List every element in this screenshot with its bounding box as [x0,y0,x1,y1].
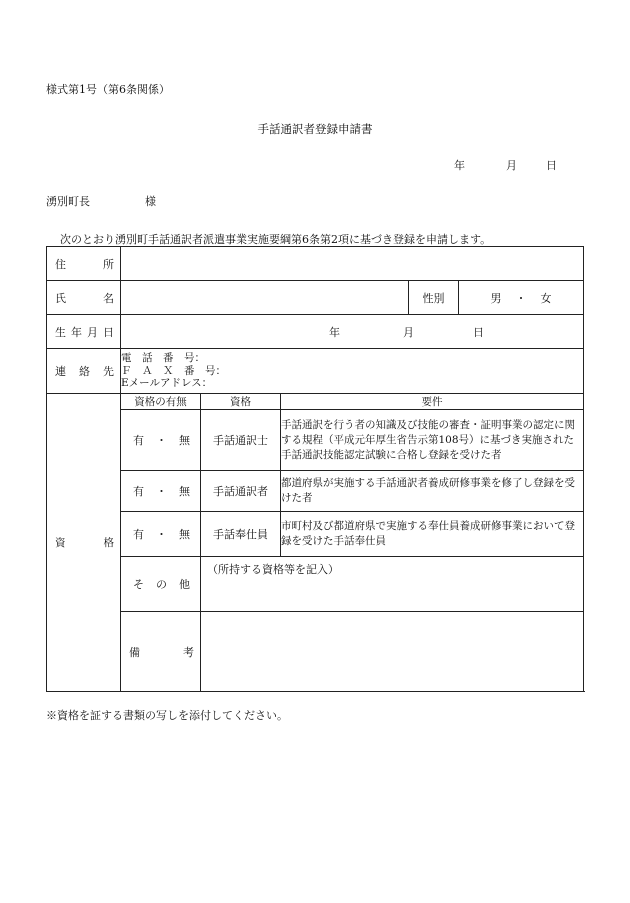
other-qualification-hint: （所持する資格等を記入） [207,563,339,576]
qualification-requirement: 市町村及び都道府県で実施する奉仕員養成研修事業において登録を受けた手話奉仕員 [281,512,584,557]
intro-text: 次のとおり湧別町手話通訳者派遣事業実施要綱第6条第2項に基づき登録を申請します。 [60,233,492,246]
qualification-name: 手話通訳士 [201,410,281,471]
date-day-label: 日 [546,159,557,172]
name-field[interactable] [121,281,409,315]
qualification-row [47,512,584,557]
birthdate-row [47,315,584,349]
attachment-note: ※資格を証する書類の写しを添付してください。 [46,709,288,722]
header-has-qualification: 資格の有無 [121,394,201,410]
phone-line[interactable]: 電 話 番 号： [121,352,205,365]
form-number: 様式第1号（第6条関係） [46,83,170,96]
name-label: 氏 名 [47,281,121,315]
qualification-row [47,471,584,512]
yes-no-selector[interactable]: 有 ・ 無 [121,471,201,512]
email-line[interactable]: Eメールアドレス： [121,377,213,390]
birthdate-label: 生 年 月 日 [47,315,121,349]
yes-no-selector[interactable]: 有 ・ 無 [121,512,201,557]
other-qualification-field[interactable] [201,557,584,612]
header-requirement: 要件 [281,394,584,410]
other-label: そ の 他 [121,557,201,612]
remarks-field[interactable] [201,612,584,692]
yes-option[interactable]: 有 [133,528,144,541]
application-form-table [46,246,584,692]
yes-no-selector[interactable]: 有 ・ 無 [121,410,201,471]
gender-options[interactable] [459,281,584,315]
fax-line[interactable]: Ｆ Ａ Ｘ 番 号： [121,364,226,377]
address-row [47,247,584,281]
qualification-other-row [47,557,584,612]
contact-field[interactable] [121,349,584,394]
gender-label: 性別 [409,281,459,315]
qualification-name: 手話奉仕員 [201,512,281,557]
remarks-label: 備 考 [121,612,201,692]
birth-year-unit: 年 [329,325,340,339]
remarks-row [47,612,584,692]
birthdate-field[interactable] [121,315,584,349]
qualification-row [47,410,584,471]
qualification-name: 手話通訳者 [201,471,281,512]
no-option[interactable]: 無 [179,528,190,541]
address-label: 住 所 [47,247,121,281]
address-field[interactable] [121,247,584,281]
gender-female-option[interactable]: 女 [540,291,552,305]
qualification-header-row [47,394,584,410]
date-month-label: 月 [506,159,517,172]
contact-label: 連 絡 先 [47,349,121,394]
gender-male-option[interactable]: 男 [490,291,502,305]
contact-row [47,349,584,394]
birth-day-unit: 日 [473,325,484,339]
gender-separator: ・ [515,291,527,305]
header-qualification: 資格 [201,394,281,410]
qualification-requirement: 手話通訳を行う者の知識及び技能の審査・証明事業の認定に関する規程（平成元年厚生省告示第108号）に基づき実施された手話通訳技能認定試験に合格し登録を受けた者 [281,410,584,471]
date-year-label: 年 [454,159,465,172]
name-row [47,281,584,315]
no-option[interactable]: 無 [179,434,190,447]
qualification-label: 資 格 [47,394,121,692]
qualification-requirement: 都道府県が実施する手話通訳者養成研修事業を修了し登録を受けた者 [281,471,584,512]
no-option[interactable]: 無 [179,485,190,498]
application-date [454,157,557,173]
yes-option[interactable]: 有 [133,485,144,498]
birth-month-unit: 月 [403,325,414,339]
document-title: 手話通訳者登録申請書 [257,122,373,136]
addressee: 湧別町長 様 [46,195,156,208]
yes-option[interactable]: 有 [133,434,144,447]
